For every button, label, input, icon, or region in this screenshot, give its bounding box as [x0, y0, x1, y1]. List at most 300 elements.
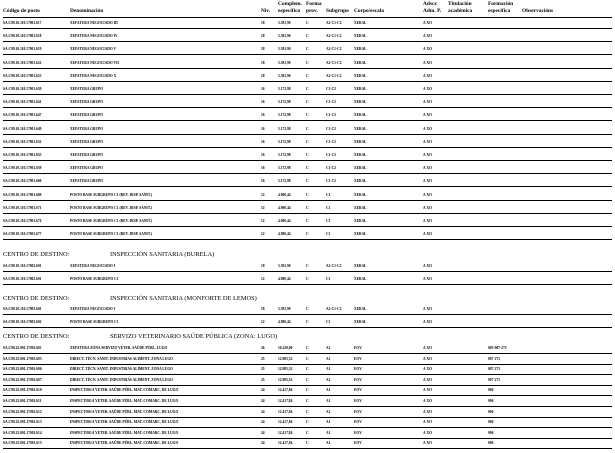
cell-codigo: SA.C99.10.110.17001.671: [3, 205, 42, 210]
cell-corpo: XERAL: [354, 21, 367, 25]
cell-codigo: SA.C99.10.110.17001.641: [3, 100, 42, 105]
cell-forma: C: [306, 346, 309, 350]
cell-complem: 12.417,84: [278, 430, 293, 435]
cell-subgrupo: C1: [326, 192, 331, 197]
cell-codigo: SA.C99.10.110.17003.602: [3, 320, 42, 325]
cell-corpo: XERAL: [354, 153, 367, 157]
cell-adscr: A XO: [423, 430, 432, 435]
cell-formacion: 006: [488, 441, 494, 446]
cell-forma: C: [306, 307, 309, 311]
cell-complem: 4.900,44: [278, 277, 291, 282]
cell-adscr: A XO: [423, 219, 432, 223]
cell-formacion: 006: [488, 409, 494, 414]
cell-codigo: SA.C99.25.001.17001.607: [3, 377, 42, 382]
row-rule: [3, 68, 612, 69]
cell-corpo: XERAL: [354, 232, 367, 237]
row-rule: [3, 406, 612, 407]
row-rule: [3, 271, 612, 272]
table-row: [0, 205, 615, 218]
cell-adscr: A XO: [423, 307, 432, 311]
header-adscr-2: Adm. P.: [423, 8, 442, 14]
cell-corpo: XERAL: [354, 179, 367, 184]
row-rule: [3, 385, 612, 386]
cell-niv: 12: [261, 192, 265, 197]
cell-forma: C: [306, 21, 309, 25]
cell-adscr: A XO: [423, 367, 432, 372]
cell-codigo: SA.C99.10.110.17001.652: [3, 139, 42, 144]
cell-complem: 4.900,44: [278, 192, 291, 197]
cell-denominacion: XEFATURA NEGOCIADO IV: [70, 34, 118, 39]
cell-codigo: SA.C99.10.110.17002.601: [3, 264, 42, 268]
cell-forma: C: [306, 420, 309, 425]
cell-forma: C: [306, 179, 309, 184]
table-row: [0, 231, 615, 244]
cell-codigo: SA.C99.10.110.17001.647: [3, 113, 42, 118]
cell-subgrupo: A1: [326, 399, 331, 403]
cell-subgrupo: A1: [326, 441, 331, 446]
cell-codigo: SA.C99.10.110.17001.618: [3, 34, 42, 39]
cell-codigo: SA.C99.10.110.17001.619: [3, 47, 42, 52]
cell-forma: C: [306, 219, 309, 223]
cell-subgrupo: C1-C2: [326, 126, 336, 131]
cell-complem: 12.417,84: [278, 441, 293, 446]
header-forma-1: Forma: [306, 1, 322, 7]
cell-subgrupo: C1-C2: [326, 166, 336, 171]
cell-niv: 24: [261, 420, 265, 425]
centro-heading-3: [0, 333, 615, 343]
cell-niv: 16: [261, 166, 265, 171]
cell-adscr: A XO: [423, 320, 432, 325]
table-row: [0, 306, 615, 319]
cell-corpo: XERAL: [354, 166, 367, 171]
cell-complem: 12.417,84: [278, 388, 293, 393]
table-header: [0, 0, 615, 22]
cell-niv: 18: [261, 307, 265, 311]
header-corpo: Corpo/escala: [354, 8, 384, 14]
table-row: [0, 46, 615, 59]
cell-denominacion: INSPECTOR/A VETER. SAÚDE PÚBL. MAT. COMARC. DE LUGO: [70, 420, 179, 425]
header-codigo: Código de posto: [3, 8, 40, 14]
cell-adscr: A XO: [423, 126, 432, 131]
cell-codigo: SA.C99.25.001.17001.614: [3, 430, 42, 435]
cell-subgrupo: C1: [326, 277, 331, 282]
header-observacions: Observacións: [522, 8, 554, 14]
centro-label: CENTRO DE DESTINO:: [3, 295, 70, 302]
cell-codigo: SA.C99.25.001.17001.612: [3, 409, 42, 414]
cell-forma: C: [306, 232, 309, 237]
row-rule: [3, 147, 612, 148]
cell-forma: C: [306, 73, 309, 78]
cell-subgrupo: A2-C1-C2: [326, 21, 342, 25]
cell-corpo: EOV: [354, 367, 362, 372]
cell-adscr: A XO: [423, 399, 432, 403]
cell-codigo: SA.C99.25.001.17001.610: [3, 388, 42, 393]
cell-complem: 5.391,90: [278, 47, 291, 52]
cell-forma: C: [306, 87, 309, 91]
cell-forma: C: [306, 399, 309, 403]
cell-subgrupo: A1: [326, 377, 331, 382]
cell-corpo: EOV: [354, 430, 362, 435]
cell-niv: 24: [261, 388, 265, 393]
cell-adscr: A XO: [423, 139, 432, 144]
cell-complem: 4.900,44: [278, 205, 291, 210]
cell-subgrupo: A2-C1-C2: [326, 34, 342, 39]
cell-niv: 16: [261, 139, 265, 144]
cell-denominacion: XEFATURA GRUPO: [70, 179, 104, 184]
cell-denominacion: XEFATURA GRUPO: [70, 100, 104, 105]
cell-adscr: A XO: [423, 346, 432, 350]
cell-niv: 16: [261, 100, 265, 105]
cell-denominacion: POSTO BASE SUBGRUPO C1: [70, 320, 119, 325]
cell-subgrupo: A2-C1-C2: [326, 60, 342, 65]
cell-adscr: A XO: [423, 264, 432, 268]
cell-forma: C: [306, 320, 309, 325]
cell-subgrupo: A2-C1-C2: [326, 73, 342, 78]
row-rule: [3, 395, 612, 396]
cell-adscr: A XO: [423, 166, 432, 171]
cell-complem: 5.391,90: [278, 73, 291, 78]
cell-denominacion: XEFATURA NEGOCIADO I: [70, 307, 115, 311]
cell-subgrupo: A1: [326, 430, 331, 435]
cell-adscr: A XO: [423, 179, 432, 184]
header-complem-1: Complem.: [278, 1, 302, 7]
cell-corpo: EOV: [354, 356, 362, 361]
row-rule: [3, 134, 612, 135]
cell-subgrupo: A2-C1-C2: [326, 264, 342, 268]
cell-corpo: XERAL: [354, 219, 367, 223]
cell-subgrupo: C1-C2: [326, 113, 336, 118]
cell-codigo: SA.C99.25.001.17001.605: [3, 356, 42, 361]
cell-niv: 24: [261, 441, 265, 446]
cell-complem: 12.985,32: [278, 377, 293, 382]
header-titulacion-1: Titulación: [448, 1, 472, 7]
cell-formacion: 006: [488, 420, 494, 425]
cell-adscr: A XO: [423, 388, 432, 393]
row-rule: [3, 239, 612, 240]
cell-complem: 5.172,98: [278, 100, 291, 105]
cell-codigo: SA.C99.10.110.17001.639: [3, 87, 42, 91]
cell-adscr: A XO: [423, 60, 432, 65]
cell-subgrupo: A1: [326, 420, 331, 425]
cell-complem: 5.172,98: [278, 126, 291, 131]
cell-adscr: A XO: [423, 47, 432, 52]
cell-complem: 5.172,98: [278, 139, 291, 144]
cell-adscr: A XO: [423, 409, 432, 414]
row-rule: [3, 94, 612, 95]
cell-forma: C: [306, 277, 309, 282]
table-row: [0, 152, 615, 165]
header-adscr-1: Adscr.: [423, 1, 438, 7]
cell-denominacion: XEFATURA GRUPO: [70, 113, 104, 118]
row-rule: [3, 160, 612, 161]
row-rule: [3, 427, 612, 428]
cell-niv: 12: [261, 320, 265, 325]
cell-corpo: XERAL: [354, 47, 367, 52]
cell-denominacion: XEFATURA ZONA SERVIZO VETER. SAÚDE PÚBL. LUGO: [70, 346, 168, 350]
cell-forma: C: [306, 377, 309, 382]
cell-complem: 5.391,90: [278, 307, 291, 311]
cell-niv: 12: [261, 277, 265, 282]
cell-codigo: SA.C99.25.001.17001.606: [3, 367, 42, 372]
cell-subgrupo: A1: [326, 388, 331, 393]
cell-denominacion: INSPECTOR/A VETER. SAÚDE PÚBL. MAT. COMARC. DE LUGO: [70, 399, 179, 403]
cell-subgrupo: A1: [326, 346, 331, 350]
cell-corpo: EOV: [354, 388, 362, 393]
cell-complem: 5.391,90: [278, 264, 291, 268]
cell-complem: 12.985,32: [278, 356, 293, 361]
cell-adscr: A XO: [423, 34, 432, 39]
table-row: [0, 33, 615, 46]
cell-codigo: SA.C99.10.110.17001.669: [3, 192, 42, 197]
table-row: [0, 99, 615, 112]
cell-corpo: XERAL: [354, 87, 367, 91]
cell-codigo: SA.C99.10.110.17001.659: [3, 166, 42, 171]
cell-adscr: A XO: [423, 100, 432, 105]
cell-corpo: XERAL: [354, 264, 367, 268]
cell-complem: 12.985,32: [278, 367, 293, 372]
cell-subgrupo: C1: [326, 320, 331, 325]
row-rule: [3, 120, 612, 121]
table-row: [0, 192, 615, 205]
cell-niv: 25: [261, 367, 265, 372]
cell-adscr: A XO: [423, 87, 432, 91]
cell-complem: 5.172,98: [278, 179, 291, 184]
cell-niv: 18: [261, 21, 265, 25]
cell-subgrupo: C1-C2: [326, 179, 336, 184]
cell-complem: 5.391,90: [278, 60, 291, 65]
row-rule: [3, 327, 612, 328]
cell-complem: 5.172,98: [278, 87, 291, 91]
cell-formacion: 007-273: [488, 377, 500, 382]
table-row: [0, 20, 615, 33]
cell-corpo: XERAL: [354, 192, 367, 197]
cell-niv: 16: [261, 113, 265, 118]
table-row: [0, 126, 615, 139]
row-rule: [3, 28, 612, 29]
cell-denominacion: XEFATURA NEGOCIADO III: [70, 21, 118, 25]
cell-forma: C: [306, 388, 309, 393]
cell-niv: 16: [261, 179, 265, 184]
header-formacion-1: Formación: [488, 1, 514, 7]
cell-niv: 26: [261, 346, 265, 350]
table-row: [0, 60, 615, 73]
cell-denominacion: POSTO BASE SUBGRUPO C1 (REV. DISP. SANIT.): [70, 192, 153, 197]
cell-codigo: SA.C99.10.110.17003.601: [3, 307, 42, 311]
cell-subgrupo: C1: [326, 205, 331, 210]
cell-corpo: EOV: [354, 377, 362, 382]
table-row: [0, 165, 615, 178]
cell-forma: C: [306, 441, 309, 446]
cell-codigo: SA.C99.10.110.17001.623: [3, 73, 42, 78]
cell-niv: 16: [261, 87, 265, 91]
cell-adscr: A XO: [423, 153, 432, 157]
cell-adscr: A XO: [423, 113, 432, 118]
centro-heading-2: [0, 295, 615, 305]
cell-forma: C: [306, 113, 309, 118]
cell-forma: C: [306, 47, 309, 52]
cell-niv: 24: [261, 399, 265, 403]
header-subgrupo: Subgrupo: [326, 8, 349, 14]
cell-subgrupo: A2-C1-C2: [326, 47, 342, 52]
cell-subgrupo: C1: [326, 232, 331, 237]
cell-codigo: SA.C99.10.110.17001.622: [3, 60, 42, 65]
cell-codigo: SA.C99.25.001.17001.615: [3, 441, 42, 446]
cell-niv: 25: [261, 377, 265, 382]
table-row: [0, 139, 615, 152]
cell-adscr: A XO: [423, 205, 432, 210]
cell-forma: C: [306, 264, 309, 268]
row-rule: [3, 353, 612, 354]
cell-niv: 18: [261, 60, 265, 65]
cell-codigo: SA.C99.10.110.17001.617: [3, 21, 42, 25]
cell-complem: 16.220,00: [278, 346, 293, 350]
cell-niv: 12: [261, 219, 265, 223]
cell-corpo: XERAL: [354, 60, 367, 65]
header-formacion-2: específica: [488, 8, 511, 14]
header-forma-2: prov.: [306, 8, 318, 14]
cell-corpo: XERAL: [354, 73, 367, 78]
cell-subgrupo: A1: [326, 356, 331, 361]
cell-denominacion: XEFATURA NEGOCIADO X: [70, 73, 117, 78]
cell-forma: C: [306, 139, 309, 144]
cell-denominacion: XEFATURA GRUPO: [70, 139, 104, 144]
cell-codigo: SA.C99.25.001.17001.611: [3, 399, 42, 403]
cell-denominacion: XEFATURA GRUPO: [70, 126, 104, 131]
cell-adscr: A XO: [423, 21, 432, 25]
table-row: [0, 276, 615, 289]
cell-niv: 18: [261, 73, 265, 78]
row-rule: [3, 81, 612, 82]
cell-forma: C: [306, 367, 309, 372]
cell-complem: 5.391,90: [278, 34, 291, 39]
cell-subgrupo: C1: [326, 219, 331, 223]
centro-label: CENTRO DE DESTINO:: [3, 251, 70, 258]
centro-heading-1: [0, 251, 615, 261]
cell-codigo: SA.C99.10.110.17001.677: [3, 232, 42, 237]
cell-niv: 18: [261, 47, 265, 52]
row-rule: [3, 374, 612, 375]
centro-label: CENTRO DE DESTINO:: [3, 333, 70, 340]
table-row: [0, 112, 615, 125]
cell-corpo: XERAL: [354, 307, 367, 311]
cell-denominacion: DIRECT. TÉCN. SANIT. INDUSTRIAS ALIMENT. ZONA LUGO: [70, 367, 173, 372]
cell-subgrupo: C1-C2: [326, 87, 336, 91]
cell-subgrupo: C1-C2: [326, 139, 336, 144]
cell-formacion: 006: [488, 388, 494, 393]
cell-forma: C: [306, 126, 309, 131]
cell-subgrupo: A1: [326, 409, 331, 414]
cell-complem: 12.417,84: [278, 420, 293, 425]
cell-corpo: EOV: [354, 409, 362, 414]
cell-niv: 18: [261, 34, 265, 39]
cell-forma: C: [306, 430, 309, 435]
cell-subgrupo: A2-C1-C2: [326, 307, 342, 311]
cell-subgrupo: C1-C2: [326, 153, 336, 157]
cell-denominacion: POSTO BASE SUBGRUPO C1 (REV. DISP. SANIT.): [70, 232, 153, 237]
cell-corpo: XERAL: [354, 277, 367, 282]
row-rule: [3, 226, 612, 227]
cell-complem: 5.172,98: [278, 113, 291, 118]
cell-corpo: XERAL: [354, 205, 367, 210]
table-row: [0, 178, 615, 191]
cell-niv: 18: [261, 264, 265, 268]
centro-name: INSPECCIÓN SANITARIA (MONFORTE DE LEMOS): [110, 295, 257, 302]
row-rule: [3, 107, 612, 108]
cell-denominacion: XEFATURA NEGOCIADO V: [70, 47, 117, 52]
cell-niv: 16: [261, 126, 265, 131]
cell-denominacion: POSTO BASE SUBGRUPO C1: [70, 277, 119, 282]
cell-adscr: A XO: [423, 420, 432, 425]
cell-codigo: SA.C99.10.110.17002.601: [3, 277, 42, 282]
cell-denominacion: XEFATURA NEGOCIADO VII: [70, 60, 119, 65]
row-rule: [3, 200, 612, 201]
cell-niv: 24: [261, 409, 265, 414]
cell-complem: 5.172,98: [278, 153, 291, 157]
row-rule: [3, 314, 612, 315]
row-rule: [3, 448, 612, 449]
cell-corpo: EOV: [354, 399, 362, 403]
cell-complem: 5.391,90: [278, 21, 291, 25]
cell-corpo: XERAL: [354, 113, 367, 118]
cell-niv: 12: [261, 205, 265, 210]
header-titulacion-2: académica: [448, 8, 473, 14]
cell-denominacion: INSPECTOR/A VETER. SAÚDE PÚBL. MAT. COMARC. DE LUGO: [70, 441, 179, 446]
cell-forma: C: [306, 60, 309, 65]
cell-formacion: 005-007-273: [488, 346, 507, 350]
cell-subgrupo: A1: [326, 367, 331, 372]
cell-niv: 24: [261, 430, 265, 435]
table-row: [0, 263, 615, 276]
cell-forma: C: [306, 34, 309, 39]
cell-formacion: 006: [488, 430, 494, 435]
cell-forma: C: [306, 153, 309, 157]
row-rule: [3, 364, 612, 365]
cell-corpo: XERAL: [354, 126, 367, 131]
cell-codigo: SA.C99.25.001.17001.601: [3, 346, 42, 350]
cell-corpo: EOV: [354, 420, 362, 425]
header-niv: Niv.: [261, 8, 271, 14]
table-row: [0, 218, 615, 231]
row-rule: [3, 213, 612, 214]
row-rule: [3, 186, 612, 187]
cell-codigo: SA.C99.25.001.17001.613: [3, 420, 42, 425]
cell-denominacion: INSPECTOR/A VETER. SAÚDE PÚBL. MAT. COMARC. DE LUGO: [70, 430, 179, 435]
cell-corpo: XERAL: [354, 320, 367, 325]
cell-complem: 4.900,44: [278, 232, 291, 237]
row-rule: [3, 284, 612, 285]
cell-denominacion: XEFATURA GRUPO: [70, 166, 104, 171]
cell-forma: C: [306, 192, 309, 197]
cell-complem: 4.900,44: [278, 320, 291, 325]
row-rule: [3, 41, 612, 42]
header-complem-2: específico: [278, 8, 301, 14]
cell-denominacion: POSTO BASE SUBGRUPO C1 (REV. DISP. SANIT.): [70, 219, 153, 223]
cell-codigo: SA.C99.10.110.17001.649: [3, 126, 42, 131]
cell-codigo: SA.C99.10.110.17001.660: [3, 179, 42, 184]
cell-denominacion: POSTO BASE SUBGRUPO C1 (REV. DISP. SANIT.): [70, 205, 153, 210]
cell-niv: 16: [261, 153, 265, 157]
cell-corpo: EOV: [354, 441, 362, 446]
cell-formacion: 006: [488, 399, 494, 403]
centro-name: INSPECCIÓN SANITARIA (BURELA): [110, 251, 215, 258]
header-denominacion: Denominación: [70, 8, 104, 14]
cell-adscr: A XO: [423, 356, 432, 361]
centro-name: SERVIZO VETERINARIO SAÚDE PÚBLICA (ZONA: LUGO): [110, 333, 278, 340]
cell-adscr: A XO: [423, 441, 432, 446]
cell-complem: 5.172,98: [278, 166, 291, 171]
table-row: [0, 73, 615, 86]
cell-niv: 25: [261, 356, 265, 361]
